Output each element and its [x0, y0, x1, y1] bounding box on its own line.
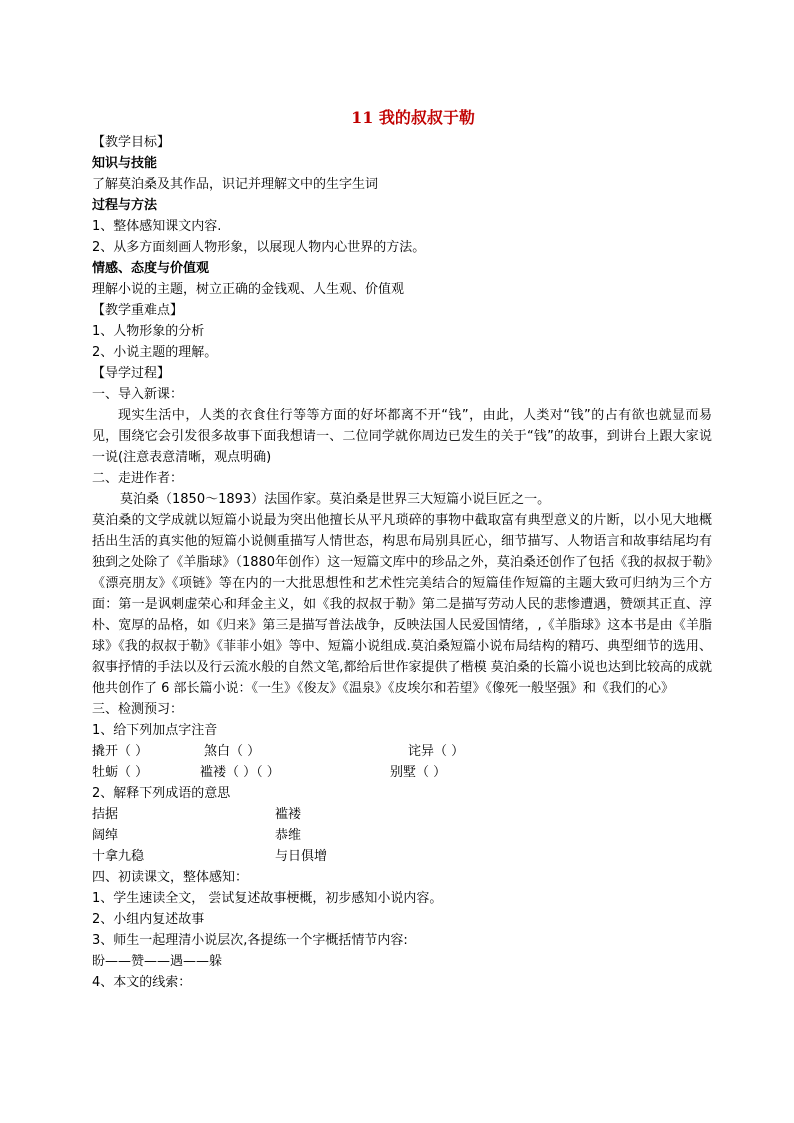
plot-summary: 盼——赞——遇——躲 — [92, 954, 223, 969]
idiom-item: 与日俱增 — [275, 849, 328, 864]
subheading-process: 过程与方法 — [92, 198, 158, 213]
idiom-item: 阔绰 — [92, 828, 119, 843]
knowledge-text: 了解莫泊桑及其作品，识记并理解文中的生字生词 — [92, 177, 379, 192]
page-title: 11 我的叔叔于勒 — [351, 108, 475, 127]
idiom-row — [92, 825, 712, 846]
idiom-row — [92, 804, 712, 825]
idiom-item: 十拿九稳 — [92, 849, 145, 864]
section-heading-goals: 【教学目标】 — [92, 135, 171, 150]
pinyin-row — [92, 762, 712, 783]
pinyin-blank[interactable]: 牡蛎（ ） — [92, 765, 149, 780]
pinyin-blank[interactable]: 诧异（ ） — [408, 744, 465, 759]
question-idioms: 2、解释下列成语的意思 — [92, 786, 231, 801]
step-heading-reading: 四、初读课文，整体感知： — [92, 870, 249, 885]
step-heading-preview: 三、检测预习： — [92, 702, 184, 717]
pinyin-blank[interactable]: 褴褛（ ）（ ） — [200, 765, 280, 780]
idiom-item: 拮据 — [92, 807, 119, 822]
idiom-item: 恭维 — [275, 828, 302, 843]
process-item: 1、整体感知课文内容. — [92, 219, 222, 234]
idiom-item: 褴褛 — [275, 807, 302, 822]
reading-item: 4、本文的线索： — [92, 975, 192, 990]
pinyin-blank[interactable]: 撬开（ ） — [92, 744, 149, 759]
intro-paragraph: 现实生活中，人类的衣食住行等等方面的好坏都离不开“钱”，由此，人类对“钱”的占有欲也就显而易见，围绕它会引发很多故事下面我想请一、二位同学就你周边已发生的关于“钱”的故事，到讲台上跟大家说一说(注意表意清晰，观点明确) — [92, 408, 712, 465]
step-heading-author: 二、走进作者： — [92, 471, 184, 486]
reading-item: 2、小组内复述故事 — [92, 912, 205, 927]
author-intro-line: 莫泊桑（1850～1893）法国作家。莫泊桑是世界三大短篇小说巨匠之一。 — [120, 492, 551, 507]
pinyin-blank[interactable]: 煞白（ ） — [204, 744, 261, 759]
document-page — [92, 104, 712, 993]
question-pinyin: 1、给下列加点字注音 — [92, 723, 218, 738]
section-heading-guide: 【导学过程】 — [92, 366, 171, 381]
step-heading-intro: 一、导入新课： — [92, 387, 184, 402]
key-point-item: 2、小说主题的理解。 — [92, 345, 218, 360]
reading-item: 1、学生速读全文， 尝试复述故事梗概，初步感知小说内容。 — [92, 891, 443, 906]
section-heading-key-points: 【教学重难点】 — [92, 303, 184, 318]
reading-item: 3、师生一起理清小说层次,各提练一个字概括情节内容: — [92, 933, 408, 948]
subheading-emotion: 情感、态度与价值观 — [92, 261, 210, 276]
author-paragraph: 莫泊桑的文学成就以短篇小说最为突出他擅长从平凡琐碎的事物中截取富有典型意义的片断，以小见大地概括出生活的真实他的短篇小说侧重描写人情世态，构思布局别具匠心，细节描写、人物语言和故事结尾均有独到之处除了《羊脂球》（1880年创作）这一短篇文库中的珍品之外，莫泊桑还创作了包括《我的叔叔于勒》《漂亮朋友》《项链》等在内的一大批思想性和艺术性完美结合的短篇佳作短篇的主题大致可归纳为三个方面：第一是讽刺虚荣心和拜金主义，如《我的叔叔于勒》第二是描写劳动人民的悲惨遭遇，赞颂其正直、淳朴、宽厚的品格，如《归来》第三是描写普法战争，反映法国人民爱国情绪，,《羊脂球》这本书是由《羊脂球》《我的叔叔于勒》《菲菲小姐》等中、短篇小说组成.莫泊桑短篇小说布局结构的精巧、典型细节的选用、叙事抒情的手法以及行云流水般的自然文笔,都给后世作家提供了楷模 莫泊桑的长篇小说也达到比较高的成就他共创作了 6 部长篇小说：《一生》《俊友》《温泉》《皮埃尔和若望》《像死一般坚强》和《我们的心》 — [92, 513, 712, 696]
subheading-knowledge: 知识与技能 — [92, 156, 158, 171]
pinyin-blank[interactable]: 别墅（ ） — [390, 765, 447, 780]
process-item: 2、从多方面刻画人物形象，以展现人物内心世界的方法。 — [92, 240, 426, 255]
key-point-item: 1、人物形象的分析 — [92, 324, 205, 339]
idiom-row — [92, 846, 712, 867]
emotion-text: 理解小说的主题，树立正确的金钱观、人生观、价值观 — [92, 282, 405, 297]
pinyin-row — [92, 741, 712, 762]
